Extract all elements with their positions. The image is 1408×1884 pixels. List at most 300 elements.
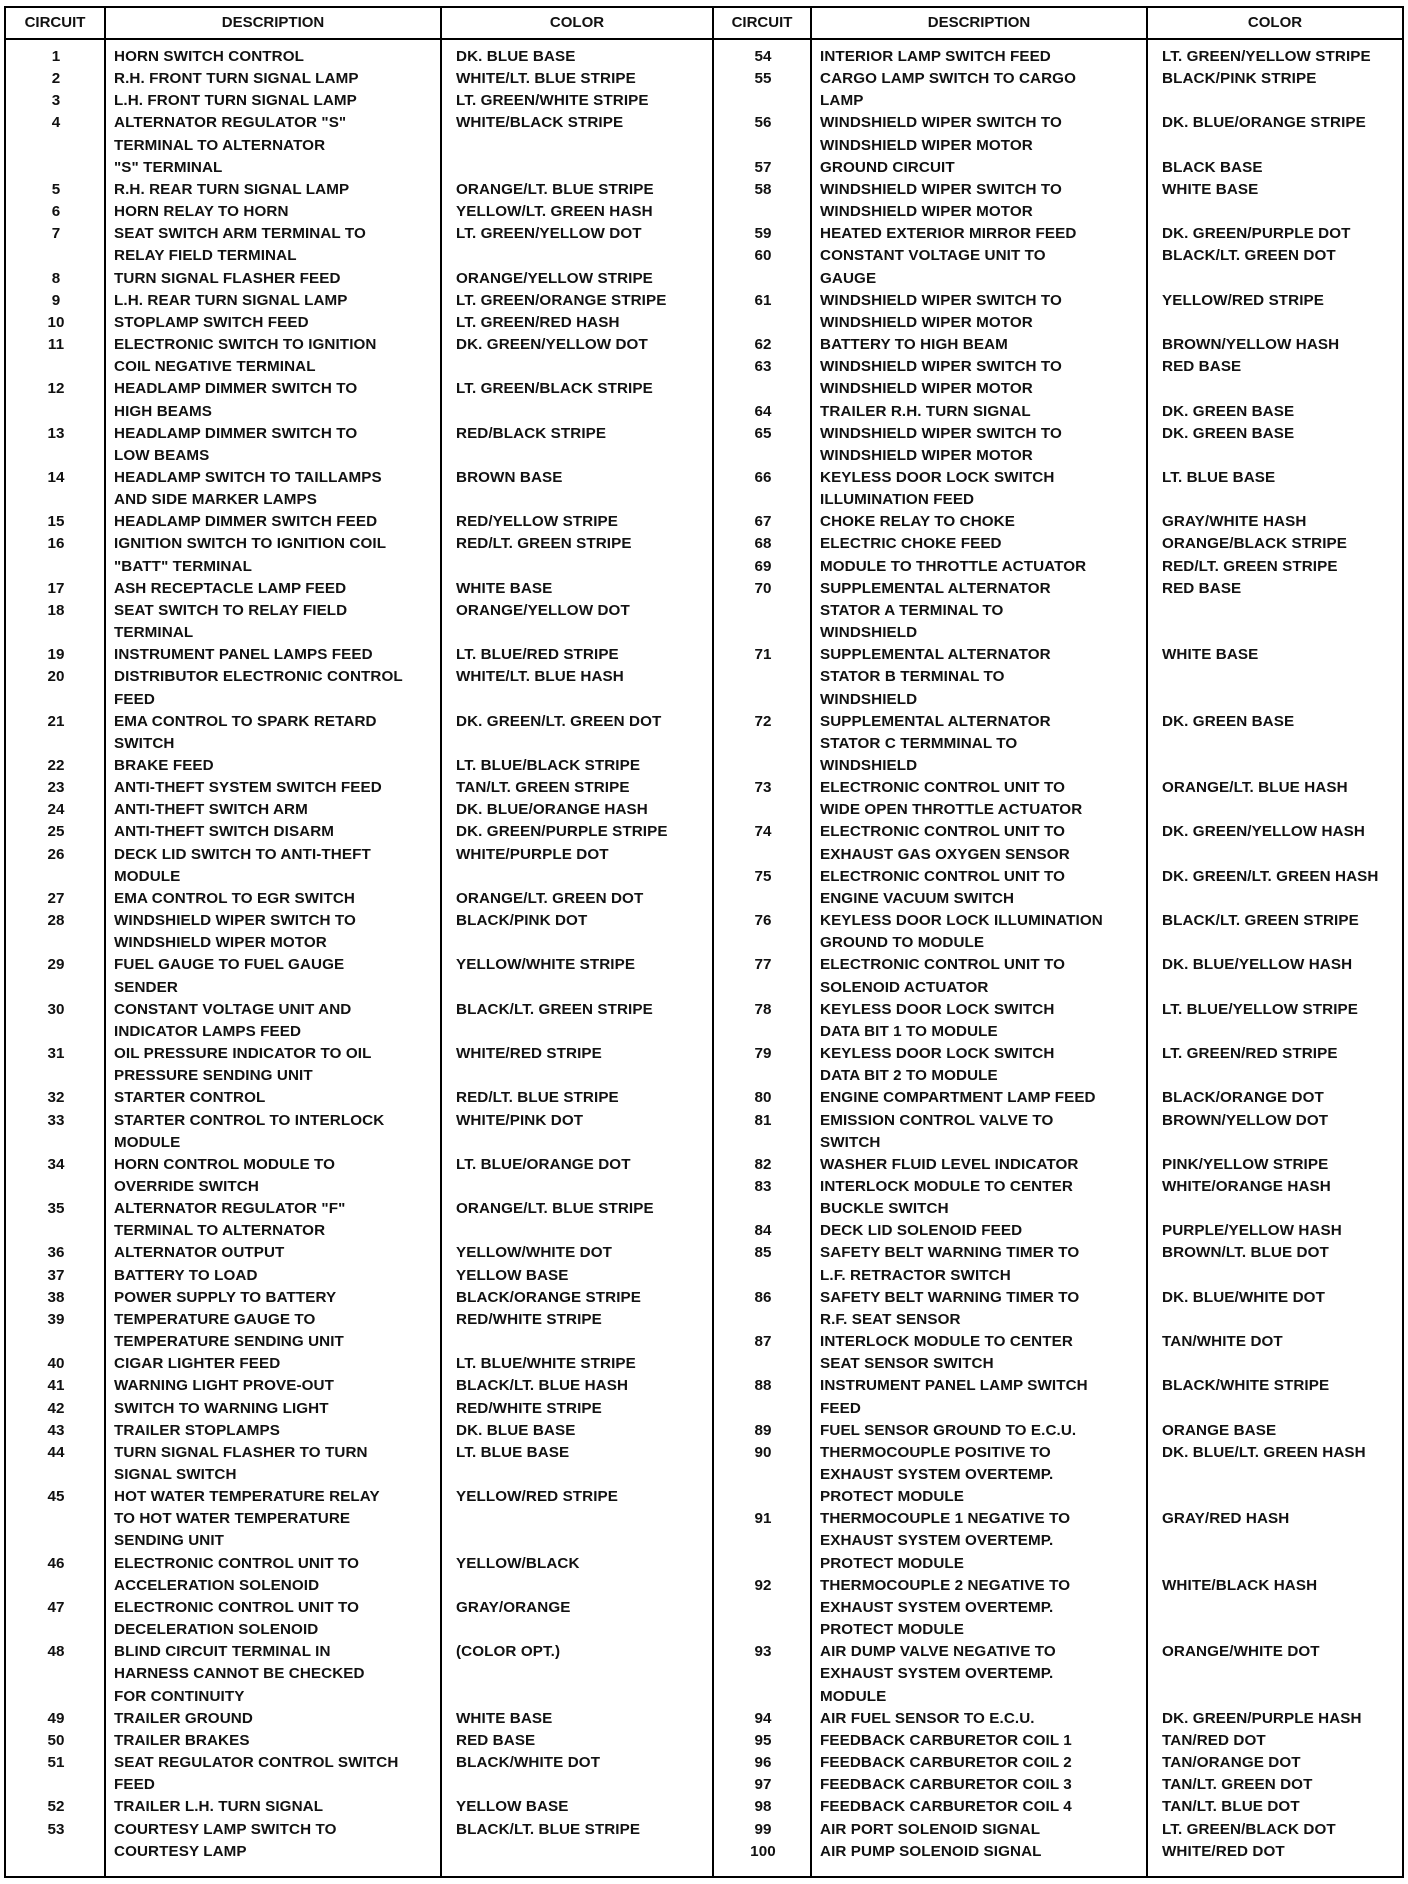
wire-color: YELLOW BASE — [456, 1798, 569, 1816]
wire-color: WHITE/BLACK STRIPE — [456, 114, 624, 132]
wire-color: LT. BLUE/YELLOW STRIPE — [1162, 1000, 1358, 1018]
wire-color: PURPLE/YELLOW HASH — [1162, 1222, 1342, 1240]
table-row — [714, 1730, 1402, 1752]
table-row — [6, 1752, 712, 1796]
circuit-description: HEADLAMP DIMMER SWITCH TO LOW BEAMS — [114, 424, 358, 464]
circuit-number: 68 — [754, 535, 772, 553]
circuit-number: 90 — [754, 1443, 772, 1461]
circuit-number: 99 — [754, 1820, 772, 1838]
wire-color: BLACK/ORANGE STRIPE — [456, 1288, 642, 1306]
table-row — [714, 511, 1402, 533]
circuit-number: 2 — [51, 70, 61, 88]
circuit-description: CONSTANT VOLTAGE UNIT AND INDICATOR LAMPS FEED — [114, 1000, 352, 1040]
table-row — [6, 511, 712, 533]
circuit-number: 52 — [47, 1798, 65, 1816]
circuit-description: TURN SIGNAL FLASHER FEED — [114, 269, 341, 287]
circuit-description: WINDSHIELD WIPER SWITCH TO WINDSHIELD WIPER MOTOR — [114, 912, 356, 952]
table-row — [6, 954, 712, 998]
wire-color: DK. GREEN/LT. GREEN DOT — [456, 712, 662, 730]
wire-color: ORANGE/BLACK STRIPE — [1162, 535, 1348, 553]
wire-color: BLACK BASE — [1162, 158, 1263, 176]
circuit-number: 97 — [754, 1776, 772, 1794]
circuit-number: 33 — [47, 1111, 65, 1129]
circuit-number: 47 — [47, 1598, 65, 1616]
table-row — [6, 844, 712, 888]
wire-color: RED/BLACK STRIPE — [456, 424, 607, 442]
circuit-description: INTERLOCK MODULE TO CENTER SEAT SENSOR SWITCH — [820, 1333, 1073, 1373]
wire-color: BLACK/ORANGE DOT — [1162, 1089, 1324, 1107]
wire-color: WHITE BASE — [456, 1709, 553, 1727]
circuit-description: ELECTRONIC CONTROL UNIT TO DECELERATION SOLENOID — [114, 1598, 360, 1639]
circuit-description: SUPPLEMENTAL ALTERNATOR STATOR A TERMINAL TO WINDSHIELD — [820, 579, 1051, 642]
circuit-description: WINDSHIELD WIPER SWITCH TO WINDSHIELD WIPER MOTOR — [820, 291, 1062, 331]
wire-color: RED BASE — [1162, 579, 1242, 597]
wire-color: YELLOW/RED STRIPE — [456, 1488, 619, 1506]
wire-color: YELLOW BASE — [456, 1266, 569, 1284]
circuit-header: CIRCUIT — [24, 14, 86, 31]
circuit-number: 40 — [47, 1355, 65, 1373]
table-row — [714, 1287, 1402, 1331]
table-row — [6, 799, 712, 821]
table-row — [6, 112, 712, 178]
circuit-description: AIR PORT SOLENOID SIGNAL — [820, 1820, 1041, 1838]
wire-color: LT. BLUE BASE — [1162, 468, 1276, 486]
circuit-description: COURTESY LAMP SWITCH TO COURTESY LAMP — [114, 1820, 337, 1860]
circuit-number: 18 — [47, 601, 65, 619]
circuit-description: BATTERY TO LOAD — [114, 1266, 258, 1284]
circuit-description: WINDSHIELD WIPER SWITCH TO WINDSHIELD WIPER MOTOR — [820, 424, 1062, 464]
circuit-description: EMA CONTROL TO SPARK RETARD SWITCH — [114, 712, 377, 752]
table-row — [714, 1176, 1402, 1220]
circuit-description: ELECTRONIC CONTROL UNIT TO SOLENOID ACTUATOR — [820, 956, 1066, 996]
circuit-description: SUPPLEMENTAL ALTERNATOR STATOR C TERMMINAL TO WINDSHIELD — [820, 712, 1051, 774]
circuit-description: WARNING LIGHT PROVE-OUT — [114, 1377, 334, 1395]
circuit-description: AIR DUMP VALVE NEGATIVE TO EXHAUST SYSTEM OVERTEMP. MODULE — [820, 1643, 1056, 1705]
circuit-description: HORN SWITCH CONTROL — [114, 48, 305, 65]
table-row — [714, 1774, 1402, 1796]
wire-color: BLACK/LT. BLUE STRIPE — [456, 1820, 641, 1838]
table-row — [6, 777, 712, 799]
table-row — [6, 268, 712, 290]
table-row — [6, 755, 712, 777]
circuit-number: 6 — [51, 203, 61, 221]
table-row — [714, 1331, 1402, 1375]
description-header: DESCRIPTION — [927, 14, 1031, 31]
circuit-number: 25 — [47, 823, 65, 841]
wire-color: DK. GREEN/YELLOW DOT — [456, 336, 648, 354]
circuit-description: THERMOCOUPLE POSITIVE TO EXHAUST SYSTEM OVERTEMP. PROTECT MODULE — [820, 1443, 1054, 1506]
wire-color: WHITE/BLACK HASH — [1162, 1576, 1318, 1594]
circuit-description: HEADLAMP DIMMER SWITCH TO HIGH BEAMS — [114, 380, 358, 420]
circuit-description: R.H. REAR TURN SIGNAL LAMP — [114, 180, 350, 198]
circuit-number: 100 — [750, 1842, 776, 1860]
table-row — [6, 1796, 712, 1818]
wire-color: ORANGE/LT. GREEN DOT — [456, 889, 644, 907]
table-row — [6, 467, 712, 511]
table-row — [714, 711, 1402, 777]
circuit-description: ELECTRONIC CONTROL UNIT TO EXHAUST GAS OXYGEN SENSOR — [820, 823, 1070, 863]
wire-color: LT. GREEN/WHITE STRIPE — [456, 92, 649, 110]
circuit-description: INSTRUMENT PANEL LAMP SWITCH FEED — [820, 1377, 1088, 1417]
table-row — [714, 1841, 1402, 1863]
table-row — [714, 68, 1402, 112]
circuit-table-left — [4, 6, 714, 1878]
wire-color: RED BASE — [1162, 358, 1242, 376]
table-row — [714, 866, 1402, 910]
circuit-number: 49 — [47, 1709, 65, 1727]
circuit-number: 73 — [754, 779, 772, 797]
wire-color: GRAY/ORANGE — [456, 1598, 571, 1616]
table-row — [714, 467, 1402, 511]
circuit-description: ANTI-THEFT SWITCH DISARM — [114, 823, 335, 841]
wire-color: ORANGE/YELLOW DOT — [456, 601, 630, 619]
wire-color: GRAY/WHITE HASH — [1162, 513, 1307, 531]
wire-color: DK. GREEN/PURPLE STRIPE — [456, 823, 668, 841]
wire-color: LT. GREEN/YELLOW STRIPE — [1162, 48, 1371, 65]
table-row — [714, 954, 1402, 998]
wire-color: BLACK/PINK STRIPE — [1162, 70, 1317, 88]
wire-color: DK. GREEN/LT. GREEN HASH — [1162, 867, 1379, 885]
table-row — [714, 821, 1402, 865]
wire-color: TAN/RED DOT — [1162, 1731, 1266, 1749]
circuit-number: 16 — [47, 535, 65, 553]
table-row — [6, 68, 712, 90]
wire-color: LT. GREEN/RED STRIPE — [1162, 1045, 1338, 1063]
circuit-description: STARTER CONTROL TO INTERLOCK MODULE — [114, 1111, 385, 1151]
wire-color: DK. BLUE/YELLOW HASH — [1162, 956, 1353, 974]
table-row — [714, 1110, 1402, 1154]
wire-color: WHITE/RED DOT — [1162, 1842, 1285, 1860]
table-row — [6, 90, 712, 112]
circuit-number: 44 — [47, 1443, 65, 1461]
circuit-number: 32 — [47, 1089, 65, 1107]
wire-color: YELLOW/WHITE DOT — [456, 1244, 612, 1262]
wire-color: DK. GREEN/PURPLE DOT — [1162, 225, 1351, 243]
circuit-number: 29 — [47, 956, 65, 974]
circuit-description: ASH RECEPTACLE LAMP FEED — [114, 579, 347, 597]
table-row — [6, 1043, 712, 1087]
wire-color: WHITE/LT. BLUE HASH — [456, 668, 624, 686]
table-row — [714, 1819, 1402, 1841]
circuit-number: 89 — [754, 1421, 772, 1439]
table-row — [6, 1375, 712, 1397]
wire-color: YELLOW/RED STRIPE — [1162, 291, 1325, 309]
table-row — [6, 910, 712, 954]
wire-color: LT. BLUE/ORANGE DOT — [456, 1155, 631, 1173]
table-row — [6, 644, 712, 666]
circuit-number: 96 — [754, 1754, 772, 1772]
table-row — [6, 378, 712, 422]
wire-color: TAN/ORANGE DOT — [1162, 1754, 1301, 1772]
circuit-description: HEATED EXTERIOR MIRROR FEED — [820, 225, 1077, 243]
table-row — [6, 666, 712, 710]
table-row — [6, 711, 712, 755]
wire-color: WHITE/LT. BLUE STRIPE — [456, 70, 636, 88]
circuit-description: TRAILER R.H. TURN SIGNAL — [820, 402, 1031, 420]
table-row — [714, 777, 1402, 821]
circuit-number: 78 — [754, 1000, 772, 1018]
table-row — [6, 1420, 712, 1442]
wire-color: BROWN BASE — [456, 468, 563, 486]
table-row — [714, 1242, 1402, 1286]
wire-color: PINK/YELLOW STRIPE — [1162, 1155, 1329, 1173]
wire-color: DK. GREEN/PURPLE HASH — [1162, 1709, 1362, 1727]
circuit-number: 88 — [754, 1377, 772, 1395]
circuit-description: BATTERY TO HIGH BEAM — [820, 336, 1008, 354]
circuit-description: TRAILER L.H. TURN SIGNAL — [114, 1798, 324, 1816]
circuit-description: ALTERNATOR OUTPUT — [114, 1244, 285, 1262]
circuit-number: 67 — [754, 513, 772, 531]
table-row — [714, 223, 1402, 245]
table-row — [714, 112, 1402, 156]
circuit-description: MODULE TO THROTTLE ACTUATOR — [820, 557, 1087, 575]
table-row — [6, 290, 712, 312]
rows-left — [6, 46, 712, 1863]
circuit-number: 39 — [47, 1310, 65, 1328]
circuit-description: STOPLAMP SWITCH FEED — [114, 313, 309, 331]
circuit-description: THERMOCOUPLE 2 NEGATIVE TO EXHAUST SYSTEM OVERTEMP. PROTECT MODULE — [820, 1576, 1071, 1639]
circuit-description: OIL PRESSURE INDICATOR TO OIL PRESSURE SENDING UNIT — [114, 1045, 372, 1085]
table-row — [714, 334, 1402, 356]
circuit-number: 5 — [51, 180, 61, 198]
color-header: COLOR — [1247, 14, 1303, 31]
circuit-description: ALTERNATOR REGULATOR "F" TERMINAL TO ALTERNATOR — [114, 1200, 346, 1240]
table-row — [6, 1819, 712, 1863]
circuit-number: 41 — [47, 1377, 65, 1395]
wire-color: DK. BLUE BASE — [456, 1421, 576, 1439]
wire-color: YELLOW/BLACK — [456, 1554, 580, 1572]
circuit-description: WINDSHIELD WIPER SWITCH TO WINDSHIELD WIPER MOTOR — [820, 358, 1062, 398]
table-row — [6, 1265, 712, 1287]
circuit-table-right — [712, 6, 1404, 1878]
wire-color: LT. GREEN/YELLOW DOT — [456, 225, 642, 243]
circuit-number: 77 — [754, 956, 772, 974]
table-row — [714, 245, 1402, 289]
wire-color: BLACK/WHITE STRIPE — [1162, 1377, 1330, 1395]
circuit-number: 76 — [754, 912, 772, 930]
circuit-number: 64 — [754, 402, 772, 420]
wire-color: LT. GREEN/ORANGE STRIPE — [456, 291, 667, 309]
wire-color: TAN/LT. BLUE DOT — [1162, 1798, 1300, 1816]
circuit-number: 12 — [47, 380, 65, 398]
table-row — [6, 201, 712, 223]
circuit-number: 9 — [51, 291, 61, 309]
circuit-number: 83 — [754, 1177, 772, 1195]
wire-color: BLACK/LT. GREEN STRIPE — [456, 1000, 653, 1018]
circuit-number: 31 — [47, 1045, 65, 1063]
table-row — [714, 1442, 1402, 1508]
circuit-description: FUEL GAUGE TO FUEL GAUGE SENDER — [114, 956, 345, 996]
circuit-header: CIRCUIT — [731, 14, 793, 31]
wire-color: DK. BLUE/LT. GREEN HASH — [1162, 1443, 1366, 1461]
circuit-number: 51 — [47, 1754, 65, 1772]
table-row — [6, 1398, 712, 1420]
rows-right — [714, 46, 1402, 1863]
table-header — [6, 8, 712, 40]
circuit-number: 28 — [47, 912, 65, 930]
table-row — [6, 578, 712, 600]
table-row — [714, 533, 1402, 555]
wire-color: ORANGE/LT. BLUE STRIPE — [456, 180, 654, 198]
table-row — [714, 1575, 1402, 1641]
circuit-number: 54 — [754, 48, 772, 65]
table-row — [6, 312, 712, 334]
circuit-description: BRAKE FEED — [114, 757, 214, 774]
table-row — [6, 179, 712, 201]
circuit-number: 74 — [754, 823, 772, 841]
circuit-description: FEEDBACK CARBURETOR COIL 3 — [820, 1776, 1072, 1794]
table-row — [6, 888, 712, 910]
wire-color: ORANGE/LT. BLUE STRIPE — [456, 1200, 654, 1218]
wire-color: RED/YELLOW STRIPE — [456, 513, 619, 531]
circuit-number: 84 — [754, 1222, 772, 1240]
circuit-description: BLIND CIRCUIT TERMINAL IN HARNESS CANNOT BE CHECKED FOR CONTINUITY — [114, 1643, 365, 1705]
circuit-number: 79 — [754, 1045, 772, 1063]
circuit-number: 63 — [754, 358, 772, 376]
wire-color: DK. GREEN BASE — [1162, 712, 1295, 730]
wire-color: ORANGE/YELLOW STRIPE — [456, 269, 653, 287]
wire-color: ORANGE/WHITE DOT — [1162, 1643, 1320, 1661]
wire-color: BLACK/LT. BLUE HASH — [456, 1377, 629, 1395]
circuit-description: GROUND CIRCUIT — [820, 158, 955, 176]
circuit-description: ELECTRONIC CONTROL UNIT TO WIDE OPEN THROTTLE ACTUATOR — [820, 779, 1083, 819]
circuit-description: FEEDBACK CARBURETOR COIL 2 — [820, 1754, 1072, 1772]
circuit-description: HORN RELAY TO HORN — [114, 203, 289, 221]
wire-color: ORANGE/LT. BLUE HASH — [1162, 779, 1348, 797]
circuit-number: 50 — [47, 1731, 65, 1749]
circuit-description: WINDSHIELD WIPER SWITCH TO WINDSHIELD WIPER MOTOR — [820, 180, 1062, 221]
circuit-description: ELECTRONIC SWITCH TO IGNITION COIL NEGATIVE TERMINAL — [114, 336, 377, 376]
wire-color: RED/LT. GREEN STRIPE — [456, 535, 632, 553]
wire-color: BLACK/LT. GREEN DOT — [1162, 247, 1336, 265]
circuit-description: TURN SIGNAL FLASHER TO TURN SIGNAL SWITCH — [114, 1443, 368, 1483]
wire-color: LT. GREEN/BLACK STRIPE — [456, 380, 653, 398]
circuit-number: 57 — [754, 158, 772, 176]
circuit-number: 82 — [754, 1155, 772, 1173]
circuit-description: STARTER CONTROL — [114, 1089, 266, 1107]
circuit-number: 60 — [754, 247, 772, 265]
circuit-description: HOT WATER TEMPERATURE RELAY TO HOT WATER TEMPERATURE SENDING UNIT — [114, 1488, 380, 1550]
table-row — [6, 1708, 712, 1730]
table-row — [714, 1220, 1402, 1242]
circuit-description: CIGAR LIGHTER FEED — [114, 1355, 281, 1373]
circuit-number: 94 — [754, 1709, 772, 1727]
circuit-description: L.H. FRONT TURN SIGNAL LAMP — [114, 92, 357, 110]
wire-color: WHITE/PINK DOT — [456, 1111, 584, 1129]
circuit-number: 61 — [754, 291, 772, 309]
wire-color: RED/WHITE STRIPE — [456, 1310, 602, 1328]
table-row — [714, 578, 1402, 644]
circuit-number: 19 — [47, 646, 65, 664]
circuit-description: EMA CONTROL TO EGR SWITCH — [114, 889, 355, 907]
table-row — [6, 1110, 712, 1154]
table-row — [6, 1641, 712, 1707]
wire-color: ORANGE BASE — [1162, 1421, 1277, 1439]
table-row — [6, 1730, 712, 1752]
color-header: COLOR — [549, 14, 605, 31]
circuit-number: 70 — [754, 579, 772, 597]
wire-color: GRAY/RED HASH — [1162, 1510, 1290, 1528]
wire-color: LT. GREEN/BLACK DOT — [1162, 1820, 1336, 1838]
circuit-number: 20 — [47, 668, 65, 686]
circuit-number: 36 — [47, 1244, 65, 1262]
circuit-number: 98 — [754, 1798, 772, 1816]
table-row — [714, 556, 1402, 578]
description-header: DESCRIPTION — [221, 14, 325, 31]
circuit-description: WASHER FLUID LEVEL INDICATOR — [820, 1155, 1079, 1173]
circuit-number: 46 — [47, 1554, 65, 1572]
circuit-number: 95 — [754, 1731, 772, 1749]
circuit-number: 10 — [47, 313, 65, 331]
circuit-description: AIR FUEL SENSOR TO E.C.U. — [820, 1709, 1035, 1727]
circuit-number: 48 — [47, 1643, 65, 1661]
circuit-number: 38 — [47, 1288, 65, 1306]
circuit-number: 72 — [754, 712, 772, 730]
wire-color: BROWN/YELLOW DOT — [1162, 1111, 1329, 1129]
circuit-number: 45 — [47, 1488, 65, 1506]
wire-color: DK. GREEN BASE — [1162, 424, 1295, 442]
circuit-description: IGNITION SWITCH TO IGNITION COIL "BATT" TERMINAL — [114, 535, 387, 575]
table-row — [6, 1087, 712, 1109]
table-row — [6, 1287, 712, 1309]
circuit-number: 91 — [754, 1510, 772, 1528]
wire-color: DK. GREEN BASE — [1162, 402, 1295, 420]
circuit-description: FUEL SENSOR GROUND TO E.C.U. — [820, 1421, 1077, 1439]
circuit-description: SWITCH TO WARNING LIGHT — [114, 1399, 329, 1417]
circuit-number: 7 — [51, 225, 61, 243]
circuit-description: INTERLOCK MODULE TO CENTER BUCKLE SWITCH — [820, 1177, 1073, 1218]
circuit-number: 30 — [47, 1000, 65, 1018]
wire-color: WHITE BASE — [456, 579, 553, 597]
circuit-description: SAFETY BELT WARNING TIMER TO R.F. SEAT SENSOR — [820, 1288, 1080, 1328]
circuit-description: ELECTRONIC CONTROL UNIT TO ENGINE VACUUM SWITCH — [820, 867, 1066, 907]
table-row — [714, 46, 1402, 68]
circuit-number: 69 — [754, 557, 772, 575]
circuit-description: ELECTRONIC CONTROL UNIT TO ACCELERATION SOLENOID — [114, 1554, 360, 1594]
circuit-description: ALTERNATOR REGULATOR "S" TERMINAL TO ALTERNATOR "S" TERMINAL — [114, 114, 347, 176]
circuit-description: CARGO LAMP SWITCH TO CARGO LAMP — [820, 70, 1077, 110]
wire-color: BLACK/PINK DOT — [456, 912, 588, 930]
wire-color: BROWN/YELLOW HASH — [1162, 336, 1340, 354]
table-row — [714, 999, 1402, 1043]
circuit-description: SUPPLEMENTAL ALTERNATOR STATOR B TERMINAL TO WINDSHIELD — [820, 646, 1051, 708]
circuit-number: 53 — [47, 1820, 65, 1838]
table-row — [714, 1154, 1402, 1176]
table-header — [714, 8, 1402, 40]
circuit-number: 35 — [47, 1200, 65, 1218]
wire-color: RED/LT. BLUE STRIPE — [456, 1089, 619, 1107]
table-row — [714, 1752, 1402, 1774]
table-row — [6, 223, 712, 267]
circuit-number: 81 — [754, 1111, 772, 1129]
table-row — [6, 1198, 712, 1242]
wire-color: BLACK/WHITE DOT — [456, 1754, 601, 1772]
circuit-number: 62 — [754, 336, 772, 354]
wire-color: WHITE BASE — [1162, 646, 1259, 664]
circuit-number: 23 — [47, 779, 65, 797]
table-row — [714, 1641, 1402, 1707]
table-row — [714, 1708, 1402, 1730]
circuit-number: 22 — [47, 757, 65, 774]
circuit-number: 37 — [47, 1266, 65, 1284]
circuit-number: 43 — [47, 1421, 65, 1439]
table-row — [714, 1508, 1402, 1574]
table-row — [6, 423, 712, 467]
circuit-description: L.H. REAR TURN SIGNAL LAMP — [114, 291, 348, 309]
circuit-number: 42 — [47, 1399, 65, 1417]
wire-color: BROWN/LT. BLUE DOT — [1162, 1244, 1329, 1262]
table-row — [714, 1420, 1402, 1442]
